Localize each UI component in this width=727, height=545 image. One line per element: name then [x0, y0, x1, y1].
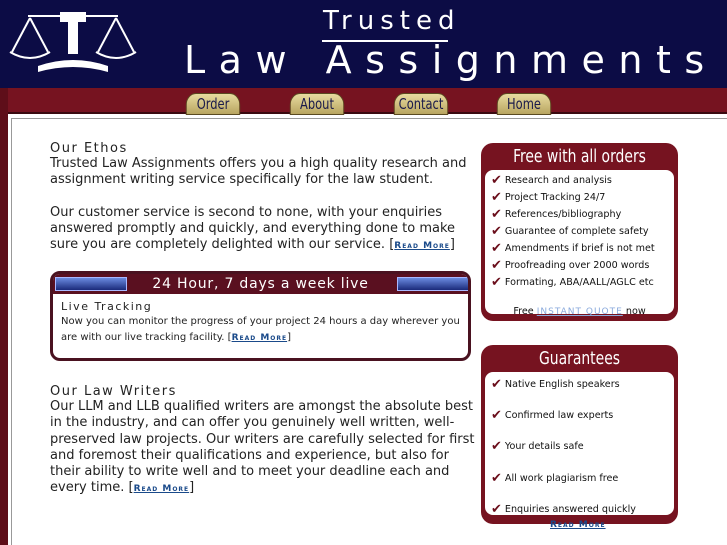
free-with-orders-panel [481, 143, 678, 321]
check-icon: ✔ [491, 190, 502, 205]
ethos-paragraph-1: Trusted Law Assignments offers you a high quality research and assignment writing service specifically for the law student. [50, 156, 467, 188]
check-icon: ✔ [491, 408, 502, 423]
list-item: ✔ Your details safe [491, 439, 584, 454]
ethos-paragraph-2: Our customer service is second to none, with your enquiries answered promptly and quickly, and everything done to make sure you are completely delighted with our service. [50, 204, 456, 253]
nav-bar [8, 88, 727, 114]
check-icon: ✔ [491, 258, 502, 273]
free-panel-list [485, 170, 674, 314]
guarantees-list [485, 372, 674, 515]
tracking-panel [50, 271, 471, 361]
writers-section [50, 384, 475, 498]
ethos-paragraph-2-wrap: Our customer service is second to none, with your enquiries answered promptly and quickly, and everything done to make sure you are completely delighted with our service. [Read More] [50, 204, 456, 253]
tracking-body: Now you can monitor the progress of your project 24 hours a day wherever you are with our live tracking facility. [61, 316, 460, 343]
writers-heading: Our Law Writers [50, 384, 177, 399]
guarantees-read-more-link[interactable]: Read More [550, 520, 606, 530]
check-icon: ✔ [491, 173, 502, 188]
list-item: ✔ Confirmed law experts [491, 408, 614, 423]
list-item: ✔ Formating, ABA/AALL/AGLC etc [491, 275, 654, 290]
check-icon: ✔ [491, 207, 502, 222]
free-panel-title: Free with all orders [513, 146, 646, 167]
tracking-body-wrap: Now you can monitor the progress of your project 24 hours a day wherever you are with our live tracking facility. [Read More] [61, 316, 460, 343]
writers-read-more-link[interactable]: Read More [133, 484, 190, 495]
check-icon: ✔ [491, 502, 502, 515]
check-icon: ✔ [491, 224, 502, 239]
list-item: ✔ Native English speakers [491, 377, 620, 392]
check-icon: ✔ [491, 439, 502, 454]
ethos-heading: Our Ethos [50, 141, 128, 156]
nav-about-button[interactable]: About [290, 93, 344, 115]
ethos-read-more-link[interactable]: Read More [394, 241, 450, 252]
tracking-title: 24 Hour, 7 days a week live tracking [152, 276, 369, 312]
nav-order-button[interactable]: Order [186, 93, 240, 115]
list-item: ✔ All work plagiarism free [491, 471, 619, 486]
title-bar-right-accent [397, 277, 469, 291]
title-bar-left-accent [55, 277, 127, 291]
brand-title: Law Assignments [184, 38, 718, 82]
left-frame [0, 88, 8, 545]
list-item: ✔ Project Tracking 24/7 [491, 190, 606, 205]
nav-contact-button[interactable]: Contact [394, 93, 448, 115]
guarantees-panel [481, 345, 678, 524]
guarantees-panel-title: Guarantees [538, 348, 621, 369]
writers-paragraph: Our LLM and LLB qualified writers are amongst the absolute best in the industry, and can offer you genuinely well written, well-preserved law projects. Our writers are carefully selected for first and foremost their qualifications and experience, but also for their ability to write well and to meet your deadline each and every time. [50, 399, 475, 496]
check-icon: ✔ [491, 471, 502, 486]
brand-trusted: Trusted [323, 6, 461, 36]
instant-quote-link[interactable]: INSTANT QUOTE [536, 307, 623, 317]
writers-paragraph-wrap: Our LLM and LLB qualified writers are amongst the absolute best in the industry, and can offer you genuinely well written, well-preserved law projects. Our writers are carefully selected for first and foremost their qualifications and experience, but also for their ability to write well and to meet your deadline each and every time. [Read More] [50, 399, 475, 496]
list-item: ✔ Proofreading over 2000 words [491, 258, 650, 273]
tracking-read-more-link[interactable]: Read More [231, 333, 288, 343]
list-item: ✔ Research and analysis [491, 173, 612, 188]
list-item: ✔ Amendments if brief is not met [491, 241, 655, 256]
site-header [0, 0, 727, 88]
nav-home-button[interactable]: Home [497, 93, 551, 115]
list-item: ✔ References/bibliography [491, 207, 622, 222]
list-item: ✔ Guarantee of complete safety [491, 224, 649, 239]
check-icon: ✔ [491, 377, 502, 392]
scales-of-justice-logo [8, 10, 138, 76]
instant-quote-line: Free INSTANT QUOTE now [513, 306, 646, 317]
check-icon: ✔ [491, 241, 502, 256]
tracking-subheading: Live Tracking [61, 300, 153, 313]
ethos-section [50, 141, 470, 254]
list-item: ✔ Enquiries answered quickly [491, 502, 636, 515]
tracking-title-bar [53, 274, 468, 312]
check-icon: ✔ [491, 275, 502, 290]
